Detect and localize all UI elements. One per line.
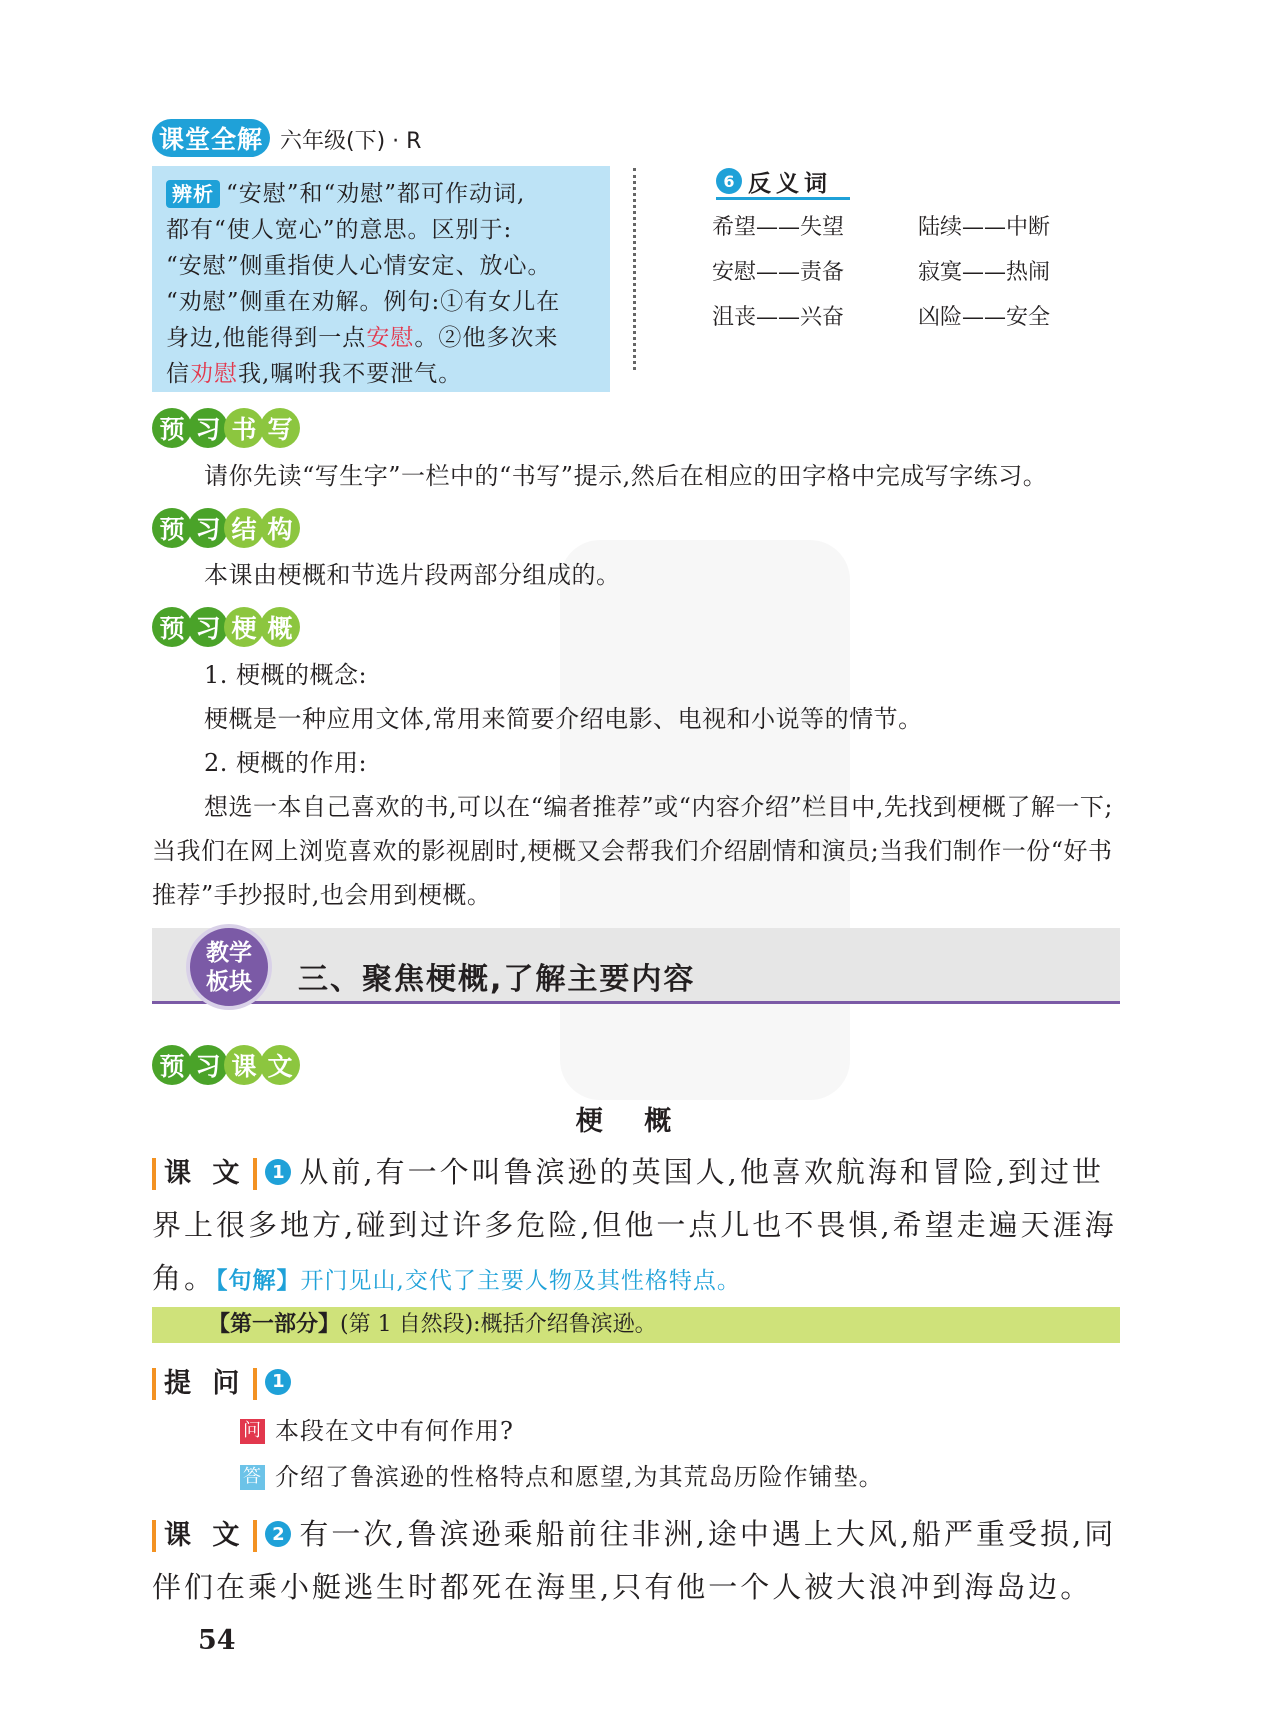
lesson-label: 课 文 bbox=[152, 1520, 257, 1552]
analysis-line-6: 信劝慰我,嘱咐我不要泄气。 bbox=[166, 361, 463, 387]
antonyms-number: 6 bbox=[716, 168, 742, 194]
page-number: 54 bbox=[198, 1625, 236, 1656]
paragraph-number: 1 bbox=[265, 1159, 291, 1185]
lesson-label: 课 文 bbox=[152, 1158, 257, 1190]
answer-icon: 答 bbox=[240, 1465, 265, 1490]
antonym-pair: 凶险——安全 bbox=[918, 305, 1051, 330]
analysis-line-5: 身边,他能得到一点安慰。②他多次来 bbox=[166, 325, 559, 351]
antonyms-heading bbox=[716, 163, 832, 199]
synopsis-item-1-text: 梗概是一种应用文体,常用来简要介绍电影、电视和小说等的情节。 bbox=[204, 705, 923, 733]
analysis-line-2: 都有“使人宽心”的意思。区别于: bbox=[166, 217, 513, 243]
antonyms-title: 反义词 bbox=[748, 170, 832, 197]
grade-label: 六年级(下) · R bbox=[280, 129, 422, 154]
part-text: (第 1 自然段):概括介绍鲁滨逊。 bbox=[340, 1312, 657, 1337]
antonym-pair: 寂寞——热闹 bbox=[918, 260, 1051, 285]
lesson-paragraph-2 bbox=[152, 1508, 1120, 1614]
column-divider bbox=[633, 168, 636, 370]
analysis-box bbox=[152, 166, 610, 392]
question-row bbox=[240, 1414, 514, 1448]
analysis-line-1: 辨析 “安慰”和“劝慰”都可作动词, bbox=[166, 176, 598, 212]
teaching-banner-title: 三、聚焦梗概,了解主要内容 bbox=[298, 962, 696, 997]
synopsis-item-2-text: 想选一本自己喜欢的书,可以在“编者推荐”或“内容介绍”栏目中,先找到梗概了解一下;当我们在网上浏览喜欢的影视剧时,梗概又会帮我们介绍剧情和演员;当我们制作一份“好书推荐”手抄报时,也会用到梗概。 bbox=[152, 793, 1113, 909]
antonym-pair: 沮丧——兴奋 bbox=[712, 305, 845, 330]
question-text: 本段在文中有何作用? bbox=[275, 1417, 514, 1445]
lesson-paragraph-1 bbox=[152, 1146, 1120, 1308]
analysis-line-4: “劝慰”侧重在劝解。例句:①有女儿在 bbox=[166, 289, 561, 315]
section-badge-synopsis: 预 习 梗 概 bbox=[152, 607, 296, 647]
antonym-pair: 陆续——中断 bbox=[918, 215, 1051, 240]
teaching-banner-line bbox=[152, 1001, 1120, 1004]
paragraph-number: 2 bbox=[265, 1521, 291, 1547]
synopsis-item-2: 2. 梗概的作用: bbox=[204, 749, 368, 777]
lesson-text: 从前,有一个叫鲁滨逊的英国人,他喜欢航海和冒险,到过世界上很多地方,碰到过许多危险,但他一点儿也不畏惧,希望走遍天涯海角。 bbox=[152, 1155, 1117, 1295]
brand-logo: 课堂全解 bbox=[152, 119, 270, 157]
question-label: 提 问 bbox=[152, 1368, 257, 1400]
section-badge-structure: 预 习 结 构 bbox=[152, 508, 296, 548]
section-badge-text: 预 习 课 文 bbox=[152, 1045, 296, 1085]
answer-text: 介绍了鲁滨逊的性格特点和愿望,为其荒岛历险作铺垫。 bbox=[275, 1463, 884, 1491]
analysis-tag: 辨析 bbox=[166, 180, 220, 208]
structure-text: 本课由梗概和节选片段两部分组成的。 bbox=[204, 561, 621, 589]
section-badge-writing: 预 习 书 写 bbox=[152, 408, 296, 448]
part-summary-bar bbox=[152, 1307, 1120, 1343]
synopsis-item-1: 1. 梗概的概念: bbox=[204, 661, 368, 689]
part-tag: 【第一部分】 bbox=[208, 1312, 341, 1337]
antonym-pair: 希望——失望 bbox=[712, 215, 845, 240]
analysis-line-3: “安慰”侧重指使人心情安定、放心。 bbox=[166, 253, 552, 279]
sentence-note: 【句解】开门见山,交代了主要人物及其性格特点。 bbox=[216, 1268, 741, 1294]
antonyms-list bbox=[712, 213, 1092, 333]
lesson-title: 梗 概 bbox=[575, 1106, 688, 1137]
lesson-text: 有一次,鲁滨逊乘船前往非洲,途中遇上大风,船严重受损,同伴们在乘小艇逃生时都死在海里,只有他一个人被大浪冲到海岛边。 bbox=[152, 1517, 1117, 1604]
question-icon: 问 bbox=[240, 1419, 265, 1444]
writing-text: 请你先读“写生字”一栏中的“书写”提示,然后在相应的田字格中完成写字练习。 bbox=[204, 462, 1048, 490]
teaching-banner-badge: 教学 板块 bbox=[186, 924, 272, 1010]
answer-row bbox=[240, 1460, 884, 1494]
antonyms-underline bbox=[716, 197, 850, 200]
question-heading bbox=[152, 1362, 299, 1402]
question-number: 1 bbox=[265, 1369, 291, 1395]
antonym-pair: 安慰——责备 bbox=[712, 260, 845, 285]
